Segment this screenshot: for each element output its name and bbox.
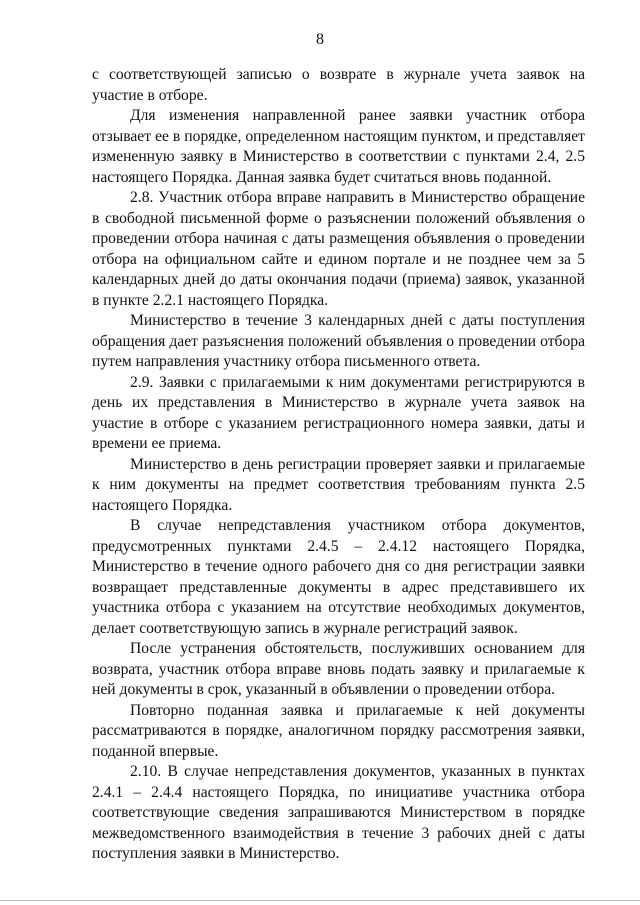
page-bottom-edge <box>0 900 640 901</box>
paragraph-registration-check: Министерство в день регистрации проверяет заявки и прилагаемые к ним документы на предмет соответствия требованиям пункта 2.5 настоящего Порядка. <box>92 455 585 514</box>
paragraph-continuation: с соответствующей записью о возврате в журнале учета заявок на участие в отборе. <box>92 66 585 104</box>
page-number: 8 <box>316 31 324 48</box>
paragraph-documents-return: В случае непредставления участником отбора документов, предусмотренных пунктами 2.4.5 – 2.4.12 настоящего Порядка, Министерство в течение одного рабочего дня со дня регистрации заявки возвращает представленные документы в адрес представившего их участника отбора с указанием на отсутствие необходимых документов, делает соответствующую запись в журнале регистраций заявок. <box>92 517 585 637</box>
paragraph-ministry-clarification: Министерство в течение 3 календарных дней с даты поступления обращения дает разъяснения положений объявления о проведении отбора путем направления участнику отбора письменного ответа. <box>92 312 585 370</box>
paragraph-2-10: 2.10. В случае непредставления документов, указанных в пунктах 2.4.1 – 2.4.4 настоящего Порядка, по инициативе участника отбора соответствующие сведения запрашиваются Министерством в порядке межведомственного взаимодействия в течение 3 рабочих дней с даты поступления заявки в Министерство. <box>92 763 585 862</box>
paragraph-resubmission: После устранения обстоятельств, послуживших основанием для возврата, участник отбора вправе вновь подать заявку и прилагаемые к ней документы в срок, указанный в объявлении о проведении отбора. <box>92 640 585 698</box>
paragraph-application-change: Для изменения направленной ранее заявки участник отбора отзывает ее в порядке, определенном настоящим пунктом, и представляет измененную заявку в Министерство в соответствии с пунктами 2.4, 2.5 настоящего Порядка. Данная заявка будет считаться вновь поданной. <box>92 107 585 186</box>
document-body <box>92 65 585 865</box>
paragraph-repeat-review: Повторно поданная заявка и прилагаемые к ней документы рассматриваются в порядке, аналогичном порядку рассмотрения заявки, поданной впервые. <box>92 701 585 760</box>
paragraph-2-9: 2.9. Заявки с прилагаемыми к ним документами регистрируются в день их представления в Министерство в журнале учета заявок на участие в отборе с указанием регистрационного номера заявки, даты и времени ее приема. <box>92 373 585 452</box>
paragraph-2-8: 2.8. Участник отбора вправе направить в Министерство обращение в свободной письменной форме о разъяснении положений объявления о проведении отбора начиная с даты размещения объявления о проведении отбора на официальном сайте и едином портале и не позднее чем за 5 календарных дней до даты окончания подачи (приема) заявок, указанной в пункте 2.2.1 настоящего Порядка. <box>92 189 585 309</box>
